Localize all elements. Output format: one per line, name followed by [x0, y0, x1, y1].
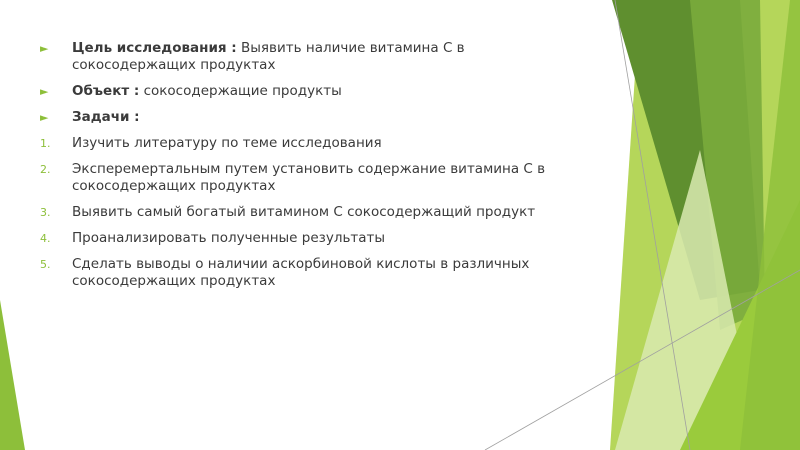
task-item [40, 256, 560, 290]
task-number: 4. [40, 232, 51, 245]
task-text: Проанализировать полученные результаты [72, 230, 386, 246]
task-number: 2. [40, 163, 51, 176]
task-text: Эксперемертальным путем установить содержание витамина С в сокосодержащих продуктах [72, 161, 546, 194]
bullet-arrow-icon: ► [40, 85, 49, 98]
task-number: 1. [40, 137, 51, 150]
object-label: Объект : [72, 83, 140, 99]
goal-label: Цель исследования : [72, 40, 237, 56]
left-accent-shape [0, 300, 25, 450]
bullet-goal [40, 40, 560, 74]
object-text: сокосодержащие продукты [139, 83, 342, 99]
task-item [40, 161, 560, 195]
task-text: Сделать выводы о наличии аскорбиновой кислоты в различных сокосодержащих продуктах [72, 256, 530, 289]
task-item [40, 230, 560, 247]
task-number: 3. [40, 206, 51, 219]
task-item [40, 204, 560, 221]
bullet-arrow-icon: ► [40, 111, 49, 124]
bullet-arrow-icon: ► [40, 42, 49, 55]
tasks-label: Задачи : [72, 109, 140, 125]
task-item [40, 135, 560, 152]
bullet-tasks [40, 109, 560, 126]
task-number: 5. [40, 258, 51, 271]
bullet-object [40, 83, 560, 100]
task-text: Выявить самый богатый витамином С сокосодержащий продукт [72, 204, 536, 220]
task-text: Изучить литературу по теме исследования [72, 135, 382, 151]
goal-text: Выявить наличие витамина С в сокосодержащих продуктах [72, 40, 465, 73]
slide-content [40, 40, 560, 299]
